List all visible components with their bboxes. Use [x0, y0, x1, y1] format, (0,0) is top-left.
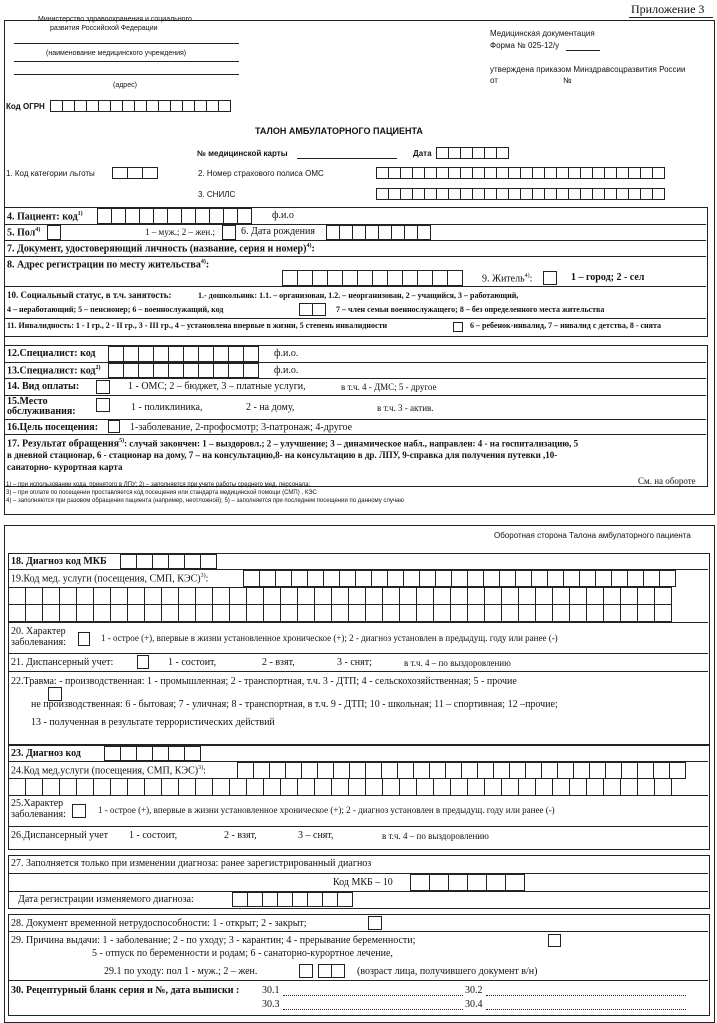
- institution-caption: (наименование медицинского учреждения): [46, 50, 187, 57]
- f22-line-3: 13 - полученная в результате террористических действий: [31, 717, 275, 728]
- f4-fio-label: ф.и.о: [272, 210, 294, 221]
- f12-label: 12.Специалист: код: [7, 348, 96, 359]
- f30-3-label: 30.3: [262, 999, 280, 1010]
- f26-opt-1: 1 - состоит,: [129, 830, 178, 841]
- ministry-line2: развития Российской Федерации: [50, 25, 158, 32]
- age-cells[interactable]: [318, 964, 344, 978]
- f21-opt-3: 3 - снят;: [337, 657, 372, 668]
- visit-goal-cell[interactable]: [108, 420, 119, 433]
- f29-line-4: (возраст лица, получившего документ в/н): [357, 966, 538, 977]
- mkb-cells[interactable]: [120, 554, 216, 569]
- f20-label-1: 20. Характер: [11, 626, 66, 637]
- f17-options-2: в дневной стационар, 6 - стационар на дому, 7 – на консультацию,8- на консультацию в др. ЛПУ, 9-справка для получения путевки ,10-: [7, 450, 558, 460]
- resident-cell[interactable]: [543, 271, 556, 285]
- f17-options-3: санаторно- курортная карта: [7, 462, 123, 472]
- f15-opt-2: 2 - на дому,: [246, 402, 295, 413]
- f16-options: 1-заболевание, 2-профосмотр; 3-патронаж; 4-другое: [130, 422, 353, 433]
- f11-options: 6 – ребенок-инвалид, 7 – инвалид с детства, 8 - снята: [470, 321, 661, 330]
- f6-label: 6. Дата рождения: [241, 226, 315, 237]
- service-place-cell[interactable]: [96, 398, 109, 412]
- f30-2-label: 30.2: [465, 985, 483, 996]
- f5-options: 1 – муж.; 2 – жен.;: [145, 227, 215, 237]
- ogrn-cells[interactable]: [50, 100, 230, 112]
- f25-label-1: 25.Характер: [11, 798, 64, 809]
- service2-cells-r1[interactable]: [237, 762, 685, 779]
- f5-label: 5. Пол$^{4)}$: [7, 227, 41, 239]
- f9-options: 1 – город; 2 - сел: [571, 272, 645, 283]
- care-sex-cell[interactable]: [299, 964, 312, 978]
- f29-line-3: 29.1 по уходу: пол 1 - муж.; 2 – жен.: [104, 966, 258, 977]
- f10-options-2: 4 – неработающий; 5 – пенсионер; 6 – военнослужащий, код: [7, 305, 224, 314]
- f25-label-2: заболевания:: [11, 809, 66, 820]
- form-number: Форма № 025-12/у: [490, 41, 560, 50]
- f22-line-2: не производственная: 6 - бытовая; 7 - уличная; 8 - транспортная, в т.ч. 9 - ДТП; 10 - школьная; 11 – спортивная; 12 –прочие;: [31, 699, 558, 710]
- f7-label: 7. Документ, удостоверяющий личность (название, серия и номер)$^{4)}$:: [7, 243, 315, 255]
- f20-options: 1 - острое (+), впервые в жизни установленное хроническое (+); 2 - диагноз установлен в предыдущ. году или ранее (-): [101, 633, 558, 643]
- birth-date-cells[interactable]: [326, 225, 430, 240]
- f21-label: 21. Диспансерный учет:: [11, 657, 114, 668]
- sex-cell-2[interactable]: [222, 225, 235, 240]
- f12-fio-label: ф.и.о.: [274, 348, 299, 359]
- med-doc-label: Медицинская документация: [490, 29, 595, 38]
- ministry-line1: Министерство здравоохранения и социального: [38, 16, 192, 23]
- footnote-3: 4) – заполняются при разовом обращении пациента (например, неотложной); 5) – заполняется при последнем посещении по данному случаю: [6, 498, 404, 504]
- card-number-label: № медицинской карты: [197, 149, 288, 158]
- snils-cells[interactable]: [376, 188, 664, 200]
- number-sign: №: [563, 76, 572, 85]
- sick-leave-block: [8, 914, 710, 1016]
- f27-label: 27. Заполняется только при изменении диагноза: ранее зарегистрированный диагноз: [11, 858, 372, 869]
- reason-cell[interactable]: [548, 934, 560, 947]
- f9-label: 9. Житель$^{4)}$:: [482, 273, 533, 285]
- payment-cell[interactable]: [96, 380, 109, 394]
- f14-options: 1 - ОМС; 2 – бюджет, 3 – платные услуги,: [128, 381, 306, 392]
- specialist2-code-cells[interactable]: [108, 363, 258, 378]
- f13-label: 13.Специалист: код$^{2)}$: [7, 365, 101, 377]
- form-title: ТАЛОН АМБУЛАТОРНОГО ПАЦИЕНТА: [255, 126, 423, 136]
- oms-policy-cells[interactable]: [376, 167, 664, 179]
- f23-label: 23. Диагноз код: [11, 748, 81, 759]
- date-cells[interactable]: [436, 147, 508, 159]
- f11-label: 11. Инвалидность: 1 - I гр., 2 - II гр., 3 - III гр., 4 – установлена впервые в жизни, 5 степень инвалидности: [7, 321, 388, 330]
- f21-opt-1: 1 - состоит,: [168, 657, 217, 668]
- f25-options: 1 - острое (+), впервые в жизни установленное хроническое (+); 2 - диагноз установлен в предыдущ. году или ранее (-): [98, 805, 555, 815]
- date-label: Дата: [413, 149, 432, 158]
- f26-opt-3: 3 – снят,: [298, 830, 334, 841]
- footnote-1: 1) – при использовании кода, принятого в ЛПУ; 2) – заполняется при учете работы среднего мед. персонала;: [6, 482, 311, 488]
- f20-label-2: заболевания:: [11, 637, 66, 648]
- see-back-label: См. на обороте: [638, 476, 696, 486]
- military-code-cells[interactable]: [299, 303, 325, 316]
- f16-label: 16.Цель посещения:: [7, 422, 99, 433]
- f24-label: 24.Код мед.услуги (посещения, СМП, КЭС)$^{3)}$:: [11, 765, 206, 777]
- f21-opt-2: 2 - взят,: [262, 657, 295, 668]
- f26-opt-2: 2 - взят,: [224, 830, 257, 841]
- f15-label-2: обслуживания:: [7, 406, 76, 417]
- f10-label: 10. Социальный статус, в т.ч. занятость:: [7, 290, 172, 300]
- service-cells-r3[interactable]: [8, 604, 671, 622]
- f10-options-1: 1.- дошкольник: 1.1. – организован, 1.2. – неорганизован, 2 – учащийся, 3 – работающий,: [198, 291, 519, 300]
- benefit-code-label: 1. Код категории льготы: [6, 169, 95, 178]
- patient-code-cells[interactable]: [97, 208, 251, 224]
- f10-options-3: 7 – член семьи военнослужащего; 8 – без определенного места жительства: [336, 305, 605, 314]
- from-label: от: [490, 76, 498, 85]
- disease-nature-cell[interactable]: [78, 632, 89, 646]
- snils-label: 3. СНИЛС: [198, 190, 236, 199]
- footnote-2: 3) – при оплате по посещении проставляется код посещения или стандарта медицинской помощи (СМП) , КЭС: [6, 490, 317, 496]
- oms-policy-label: 2. Номер страхового полиса ОМС: [198, 169, 324, 178]
- f30-1-label: 30.1: [262, 985, 280, 996]
- f26-label: 26.Диспансерный учет: [11, 830, 109, 841]
- sex-cell[interactable]: [47, 225, 60, 240]
- f21-opt-4: в т.ч. 4 – по выздоровлению: [404, 658, 511, 668]
- f22-line-1: 22.Травма: - производственная: 1 - промышленная; 2 - транспортная, т.ч. 3 - ДТП; 4 - сельскохозяйственная; 5 - прочие: [11, 676, 517, 687]
- f13-fio-label: ф.и.о.: [274, 365, 299, 376]
- dispensary-cell[interactable]: [137, 655, 148, 669]
- f29-line-1: 29. Причина выдачи: 1 - заболевание; 2 - по уходу; 3 - карантин; 4 - прерывание беременности;: [11, 935, 416, 946]
- f29-line-2: 5 - отпуск по беременности и родам; 6 - санаторно-курортное лечение,: [92, 948, 393, 959]
- appendix-label: Приложение 3: [631, 2, 705, 16]
- address-cells[interactable]: [282, 270, 462, 286]
- approved-order: утверждена приказом Минздравсоцразвития России: [490, 65, 686, 74]
- back-header: Оборотная сторона Талона амбулаторного пациента: [494, 531, 691, 540]
- f18-label: 18. Диагноз код МКБ: [11, 556, 107, 567]
- f27-date-label: Дата регистрации изменяемого диагноза:: [18, 894, 194, 905]
- service-cells-r2[interactable]: [8, 587, 671, 605]
- f28-label: 28. Документ временной нетрудоспособности: 1 - открыт; 2 - закрыт;: [11, 918, 307, 929]
- f30-label: 30. Рецептурный бланк серия и №, дата выписки :: [11, 985, 240, 996]
- f14-label: 14. Вид оплаты:: [7, 381, 80, 392]
- f19-label: 19.Код мед. услуги (посещения, СМП, КЭС)$^{3)}$:: [11, 573, 209, 585]
- f15-label-1: 15.Место: [7, 396, 48, 407]
- benefit-code-cells[interactable]: [112, 167, 157, 179]
- f30-4-label: 30.4: [465, 999, 483, 1010]
- address-caption: (адрес): [113, 82, 137, 89]
- f8-label: 8. Адрес регистрации по месту жительства$^{4)}$:: [7, 259, 210, 271]
- disability-cell[interactable]: [453, 322, 462, 332]
- f4-label: 4. Пациент: код$^{1)}$: [7, 211, 83, 223]
- disease-nature2-cell[interactable]: [72, 804, 85, 818]
- mkb2-cells[interactable]: [104, 746, 200, 761]
- service-cells-r1a[interactable]: [243, 570, 675, 587]
- ogrn-label: Код ОГРН: [6, 102, 45, 111]
- specialist-code-cells[interactable]: [108, 346, 258, 362]
- f17-label: 17. Результат обращения$^{5)}$: случай закончен: 1 – выздоровл.; 2 – улучшение; 3 – динамическое набл., направлен: 4 - на госпитализацию, 5: [7, 438, 579, 450]
- f14-options-2: в т.ч. 4 - ДМС; 5 - другое: [341, 382, 437, 392]
- mkb10-cells[interactable]: [410, 874, 524, 891]
- f26-opt-4: в т.ч. 4 – по выздоровлению: [382, 831, 489, 841]
- service2-cells-r2[interactable]: [8, 778, 671, 796]
- reg-date-cells[interactable]: [232, 892, 352, 907]
- f15-opt-3: в т.ч. 3 - актив.: [377, 403, 434, 413]
- sick-leave-cell[interactable]: [368, 916, 381, 930]
- f27-mkb-label: Код МКБ – 10: [333, 877, 393, 888]
- f15-opt-1: 1 - поликлиника,: [131, 402, 203, 413]
